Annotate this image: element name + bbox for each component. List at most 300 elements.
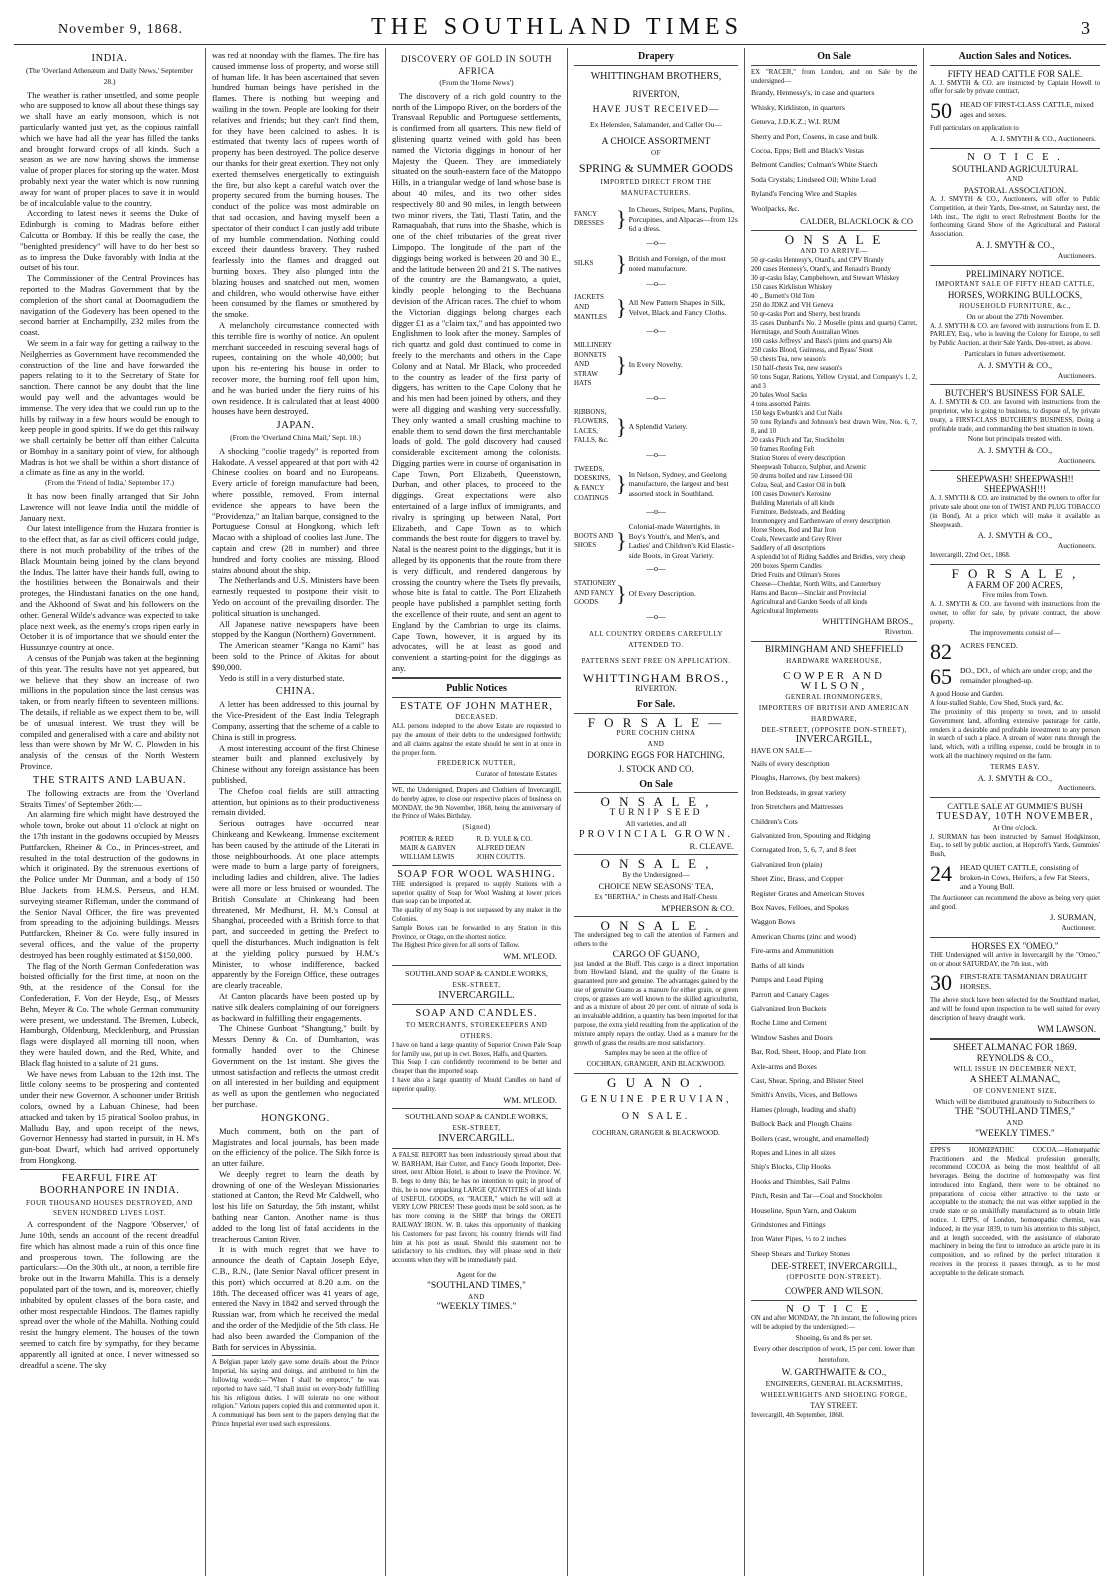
divider — [930, 937, 1100, 938]
ad-title: O N S A L E , — [600, 856, 712, 872]
ad-headline: INVERCARGILL, — [795, 734, 873, 746]
article-title: JAPAN. — [276, 420, 315, 432]
ad-signature: FREDERICK NUTTER, — [437, 759, 516, 768]
ad-signature: WHITTINGHAM BROS., — [822, 616, 913, 627]
ad-text: AND — [1006, 1119, 1024, 1128]
stock-list — [751, 256, 917, 616]
divider: —o— — [646, 611, 666, 621]
lot-number: 82 — [930, 639, 952, 665]
ad-text: OF — [651, 148, 661, 157]
drapery-item-label: RIBBONS, FLOWERS, LACES, FALLS, &c. — [574, 407, 609, 445]
column-5 — [745, 48, 924, 1576]
ad-text: The Auctioneer can recommend the above as being very quiet and good. — [930, 894, 1100, 911]
ad-text: The improvements consist of— — [969, 628, 1061, 637]
column-4 — [568, 48, 745, 1576]
ad-title: SHEET ALMANAC FOR 1869. — [953, 1042, 1077, 1053]
signer: R. D. YULE & CO. — [476, 834, 533, 843]
list-item: 20 casks Pitch and Tar, Stockholm — [751, 437, 845, 445]
signer: ALFRED DEAN — [476, 843, 525, 852]
drapery-item-label: TWEEDS, DOESKINS, & FANCY COATINGS — [574, 464, 611, 502]
list-item: Pitch, Resin and Tar—Coal and Stockholm — [751, 1191, 882, 1201]
lot-number: 30 — [930, 970, 952, 996]
ad-title: SHEEPWASH! SHEEPWASH!! SHEEPWASH!!! — [956, 473, 1074, 495]
ad-subtitle: HARDWARE WAREHOUSE, — [786, 656, 882, 665]
list-item: Window Sashes and Doors — [751, 1032, 833, 1042]
ad-text: TERMS EASY. — [990, 762, 1040, 771]
divider: —o— — [646, 507, 666, 517]
list-item: Ryland's Fencing Wire and Staples — [751, 189, 857, 199]
list-item: 200 cases Hennesy's, Otard's, and Renault's Brandy — [751, 266, 891, 274]
ad-text: Full particulars on application to — [930, 125, 1019, 133]
firm-name: W. GARTHWAITE & CO., — [781, 1368, 887, 1379]
ad-title: BIRMINGHAM AND SHEFFIELD — [764, 645, 904, 656]
brace-glyph: } — [616, 471, 627, 497]
list-item: Brandy, Hennessy's, in case and quarters — [751, 88, 875, 98]
ad-signature: M'PHERSON & CO. — [661, 902, 734, 913]
ad-text: just landed at the Bluff. This cargo is a direct importation from Howland Island, and the quality of the Guano is guaranteed pure and genuine. The advantages gained by the use of genuine Guano as a manure for either grain, or green crops, or grasses are well known to the skilled agriculturist, and as a mixture of about 20 per cent. of nitrate of soda is an invaluable addition, a quantity has been imported for that purpose, the extra yield resulting from the application of the mixture amply repays the outlay. Used as a manure for the growth of grass the results are most satisfactory. — [574, 960, 738, 1047]
brace-glyph: } — [616, 413, 627, 439]
article-source: (From the 'Home News') — [439, 78, 514, 87]
ad-signature-title: Curator of Intestate Estates — [475, 769, 557, 779]
ad-subtitle: AND TO ARRIVE— — [800, 246, 868, 255]
drapery-item — [574, 205, 738, 234]
drapery-item — [574, 408, 738, 446]
ad-signature-title: Auctioneer. — [1061, 923, 1096, 933]
divider: —o— — [646, 392, 666, 402]
ad-headline: HAVE JUST RECEIVED— — [592, 105, 720, 116]
divider — [930, 470, 1100, 471]
ad-headline: CARGO OF GUANO, — [612, 949, 700, 960]
ad-text: Five miles from Town. — [982, 591, 1048, 600]
article-source: (From the 'Overland China Mail,' Sept. 18.) — [230, 433, 361, 443]
list-item: Colza, Seal, and Castor Oil in bulk — [751, 482, 846, 490]
list-item: 35 cases Dunbard's No. 2 Moselle (pints and quarts) Carret, Hermitage, and South Australian Wines — [751, 320, 917, 337]
firm-name: COWPER AND WILSON. — [784, 1285, 884, 1296]
firm-name: WHITTINGHAM BROTHERS, — [590, 70, 722, 82]
article-source: (From the 'Friend of India,' September 17.) — [45, 478, 174, 488]
article-title: CHINA. — [275, 686, 316, 698]
ad-signature-title: Auctioneers. — [1057, 455, 1096, 465]
lot-number: 65 — [930, 664, 952, 690]
divider: —o— — [646, 278, 666, 288]
list-item: Boilers (cast, wrought, and enamelled) — [751, 1133, 869, 1143]
ad-title: PRELIMINARY NOTICE. — [965, 268, 1065, 279]
section-heading: On Sale — [751, 50, 917, 66]
list-item: Parrott and Canary Cages — [751, 989, 829, 999]
ad-text: Every other description of work, 15 per cent. lower than heretofore. — [753, 1344, 915, 1364]
ad-title: N O T I C E . — [786, 1303, 882, 1315]
ad-text: EX "RACER," from London, and on Sale by the undersigned— — [751, 68, 917, 85]
ad-text: WHEELWRIGHTS AND SHOEING FORGE, — [760, 1390, 908, 1399]
ad-signature-title: Auctioneers. — [1057, 783, 1096, 793]
section-heading: For Sale. — [574, 698, 738, 714]
drapery-item — [574, 250, 738, 276]
ad-text: I have also a large quantity of Mould Candles on hand of superior quality. — [392, 1076, 561, 1093]
article-paragraph: A correspondent of the Nagpore 'Observer,' of June 10th, sends an account of the recent dreadful fire which has almost made a ruin of this once fine and prosperous town. The following are the particulars:—On the 30th ult., at noon, a terrible fire broke out in the Itwarra Mahilla. This is a densely populated part of the town, and is, moreover, chiefly inhabited by opulent classes of the bora caste, and other most respectable Hindoos. The flames rapidly spread over the whole of the Mahilla. Nothing could resist the hungry element. The houses of the town seemed to catch fire by sympathy, for they became apparently all ignited at once. I never witnessed so dreadful a scene. The sky — [20, 1219, 199, 1370]
masthead-rule — [14, 44, 1106, 45]
list-item: Axle-arms and Boxes — [751, 1061, 817, 1071]
ad-signature: COCHRAN, GRANGER, AND BLACKWOOD. — [586, 1060, 726, 1069]
ad-signature-title: Auctioneers. — [1057, 250, 1096, 260]
divider — [751, 1300, 917, 1301]
article-paragraph: was red at noonday with the flames. The fire has caused immense loss of property, and worse still of human life. It has been ascertained that seven hundred human beings have perished in the flames. There is nothing but weeping and wailing in the town. People are looking for their relatives and friends; but they can't find them, for they have been calcined to ashes. It is estimated that twenty lacs of rupees worth of property has been destroyed. The police deserve our thanks for their great exertion. They not only exerted themselves energetically to extinguish the fire, but also kept a careful watch over the property secured from the burning houses. The conduct of the police was most admirable on that sad occasion, and having myself been a spectator of their conduct I can justly add tribute of my humble commendation. Nothing could exceed their dauntless bravery. They rushed fearlessly into the flames and dragged out burning boxes. They also plunged into the blazing houses and snatched out men, women and children, who would otherwise have either been consumed by the flames or smothered by the smoke. — [212, 50, 379, 320]
list-item: Children's Cots — [751, 816, 798, 826]
lot-text: ACRES FENCED. — [960, 641, 1018, 651]
ad-title: O N S A L E — [784, 231, 884, 247]
ad-signature-title: Auctioneers. — [1057, 370, 1096, 380]
ad-text: Which will be distributed gratuitously to Subscribers to — [935, 1097, 1095, 1106]
list-item: Ploughs, Harrows, (by best makers) — [751, 773, 860, 783]
list-item: 40 ,, Burnett's Old Tom — [751, 293, 815, 301]
ad-text: Ex "BERTHA," in Chests and Half-Chests — [594, 892, 718, 901]
article-paragraph: The Netherlands and U.S. Ministers have been earnestly requested to postpone their visit to Yedo on account of the prevailing disorder. The political situation is unchanged. — [212, 575, 379, 618]
section-heading: On Sale — [574, 778, 738, 794]
works-street: ESK-STREET, — [452, 980, 501, 989]
list-item: Ironmongery and Earthenware of every description — [751, 518, 891, 526]
divider — [574, 1073, 738, 1074]
brace-glyph: } — [616, 528, 627, 554]
divider — [930, 148, 1100, 149]
drapery-item-label: MILLINERY BONNETS AND STRAW HATS — [574, 340, 612, 388]
ad-text: A. J. SMYTH & CO. are favored with instructions from the owner, to offer for sale, by private contract, the above property. — [930, 601, 1100, 626]
signer: PORTER & REED — [400, 834, 454, 843]
article-paragraph: We deeply regret to learn the death by drowning of one of the Wesleyan Missionaries stationed at Canton, the Revd Mr Caldwell, who lost his life on Saturday, the 5th instant, whilst bathing near Canton. Another name is thus added to the long list of fatal accidents in the treacherous Canton River. — [212, 1168, 379, 1244]
list-item: Box Naves, Felloes, and Spokes — [751, 903, 849, 913]
article-paragraph: A melancholy circumstance connected with this terrible fire is worthy of notice. An opulent merchant succeeded in rescuing several bags of rupees, containing on the whole 40,000; but upon his re-entering his house in order to recover more, the burning roof fell upon him, and he was buried under the fiery ruins of his own residence. It is calculated that at least 4000 houses have been destroyed. — [212, 319, 379, 417]
ad-text: All varieties, and all — [625, 818, 687, 828]
ad-signature: A. J. SMYTH & CO., — [977, 445, 1053, 456]
article-paragraph: An alarming fire which might have destroyed the whole town, broke out about 11 o'clock at night on the 17th instant in the godowns occupied by Messrs Puttfarcken, Rheiner & Co., in Princes-street, and resulted in the total destruction of the godowns in which it originated. By the strenuous exertions of the Police under Mr Dunman, and a body of 150 Blue Jackets from H.M.S. Perseus, and H.M. surveying steamer Rifleman, under the command of the Senior Naval Officer, the fire was prevented from spreading to the adjoining buildings. Messrs Puttfarcken, Rheiner & Co. were fully insured in several offices, and the value of the property destroyed has been roughly estimated at $150,000. — [20, 809, 199, 960]
list-item: Ship's Blocks, Clip Hooks — [751, 1162, 831, 1172]
drapery-item — [574, 522, 738, 560]
masthead — [0, 0, 1114, 44]
list-item: Hames (plough, leading and shaft) — [751, 1104, 856, 1114]
divider — [751, 230, 917, 231]
list-item: Fire-arms and Ammunition — [751, 946, 834, 956]
lot-line — [930, 860, 1100, 892]
issue-date: November 9, 1868. — [58, 22, 184, 37]
ad-date: Invercargill, 22nd Oct., 1868. — [930, 552, 1011, 560]
section-heading: Drapery — [574, 50, 738, 66]
ad-title: ESTATE OF JOHN MATHER, — [400, 700, 553, 712]
article-paragraph: It is with much regret that we have to announce the death of Captain Joseph Edye, C.B., R.N., (late Senior Naval officer present in this port) which occurred at 8.20 a.m. on the 18th. The deceased officer was 41 years of age, entered the Navy in 1842 and served through the Russian war, from which he received the medal and the order of the Medjidie of the 5th class. He had also been awarded the Companion of the Bath for services in Abyssinia. — [212, 1244, 379, 1352]
ad-signature: J. STOCK AND CO. — [618, 763, 694, 774]
ad-signature: WM. M'LEOD. — [503, 1094, 557, 1105]
list-item: 200 boxes Sperm Candles — [751, 563, 822, 571]
ad-title: F O R S A L E — — [587, 714, 725, 730]
ad-title: O N S A L E . — [600, 918, 712, 934]
divider: —o— — [646, 564, 666, 574]
ad-title: FIFTY HEAD CATTLE FOR SALE. — [947, 68, 1083, 79]
ad-headline: CHOICE NEW SEASONS' TEA, — [598, 880, 714, 891]
ad-signature-town: Riverton. — [884, 627, 913, 637]
list-item: Nails of every description — [751, 759, 830, 768]
list-item: Cast, Shear, Spring, and Blister Steel — [751, 1075, 864, 1085]
list-item: Roche Lime and Cement — [751, 1018, 827, 1028]
ad-title: F O R S A L E , — [951, 565, 1079, 581]
agent-line: AND — [468, 1292, 485, 1301]
drapery-item-text: Colonial-made Watertights, in Boy's Youth's, and Men's, and Ladies' and Children's Kid Elastic-side Boots, in Great Variety. — [628, 522, 735, 560]
ad-subtitle: DECEASED. — [455, 713, 498, 722]
ad-headline: PROVINCIAL GROWN. — [579, 828, 733, 840]
list-item: 150 half-chests Tea, new season's — [751, 365, 843, 373]
drapery-item-label: STATIONERY AND FANCY GOODS — [574, 579, 616, 607]
article-paragraph: Serious outrages have occurred near Chinkeang and Kewkeang. Immense excitement has been caused by the attitude of the Literati in those neighbourhoods. At one place attempts were made to burn a large party of foreigners, including ladies and children, alive. The ladies were all more or less bruised or wounded. The British Consulate at Chinkeang had been threatened, Mr Medhurst, H. M.'s Consul at Shanghai, proceeded with a British force to that part, and succeeded in getting the Prefect to quell the disturbances. Much indignation is felt at the yielding policy pursued by H.M.'s Minister, to whose indifference, backed apparently by the Foreign Office, these outrages are clearly traceable. — [212, 818, 379, 991]
divider: —o— — [646, 450, 666, 460]
drapery-item-text: All New Pattern Shapes in Silk, Velvet, Black and Fancy Cloths. — [628, 298, 727, 317]
ad-text: MANUFACTURERS. — [620, 189, 692, 198]
list-item: A splendid lot of Riding Saddles and Bridles, very cheap — [751, 554, 906, 562]
ad-text: A. J. SMYTH & CO. are instructed by the owners to offer for private sale about one ton of TWIST AND PLUG TOBACCO (in Bond), At a price which will make it available as Sheepwash. — [930, 495, 1100, 529]
lot-line — [930, 100, 1100, 122]
ad-headline: GENUINE PERUVIAN, — [580, 1093, 732, 1105]
list-item: 50 qr-casks Port and Sherry, best brands — [751, 311, 861, 319]
ad-text: DEE-STREET, (OPPOSITE DON-STREET), — [761, 725, 907, 734]
ad-signature: WM. M'LEOD. — [503, 951, 557, 962]
column-6 — [924, 48, 1106, 1576]
ad-headline: TURNIP SEED — [609, 808, 703, 819]
ad-title: BUTCHER'S BUSINESS FOR SALE. — [944, 388, 1086, 399]
ad-text: HOUSEHOLD FURNITURE, &c., — [959, 301, 1071, 310]
works-name: SOUTHLAND SOAP & CANDLE WORKS, — [405, 968, 548, 978]
ad-signature: A. J. SMYTH & CO., — [977, 772, 1053, 783]
article-paragraph: According to latest news it seems the Duke of Edinburgh is coming to Madras before either Calcutta or Bombay. If this be really the case, the "benighted presidency" will have to do her best so as to impress the Duke favorably with India at the outset of his tour. — [20, 208, 199, 273]
list-item: 100 cases Downer's Kerosine — [751, 491, 831, 499]
section-heading: Public Notices — [392, 682, 561, 698]
ad-text: IMPORTED DIRECT FROM THE — [600, 178, 712, 187]
ad-text: The Highest Price given for all sorts of Tallow. — [392, 942, 520, 950]
column-1 — [14, 48, 206, 1576]
ad-headline: DORKING EGGS FOR HATCHING. — [587, 749, 725, 760]
article-title: FEARFUL FIRE AT BOORHANPORE IN INDIA. — [39, 1172, 180, 1196]
column-2 — [206, 48, 386, 1576]
list-item: 50 drums boiled and raw Linseed Oil — [751, 473, 853, 481]
ad-text: HAVE ON SALE— — [751, 746, 812, 756]
list-item: 50 tons Sugar, Rations, Yellow Crystal, and Company's 1, 2, and 3 — [751, 374, 917, 391]
lot-line — [930, 641, 1100, 663]
article-title: HONGKONG. — [261, 1112, 330, 1124]
list-item: Agricultural and Garden Seeds of all kinds — [751, 599, 868, 607]
article-title: INDIA. — [91, 53, 128, 64]
ad-date: Invercargill, 4th September, 1868. — [751, 1411, 844, 1419]
list-item: Galvanized Iron, Spouting and Ridging — [751, 831, 871, 841]
list-item: Bar, Rod, Sheet, Hoop, and Plate Iron — [751, 1047, 866, 1057]
list-item: Station Stores of every description — [751, 455, 846, 463]
brace-glyph: } — [616, 206, 627, 232]
ad-headline: THE "SOUTHLAND TIMES," — [955, 1107, 1075, 1118]
ad-subtitle: TO MERCHANTS, STOREKEEPERS AND OTHERS. — [405, 1021, 548, 1040]
list-item: Whisky, Kirkliston, in quarters — [751, 102, 845, 112]
signer: MAIR & GARVEN — [400, 843, 456, 852]
signers-list — [400, 835, 553, 862]
list-item: Sheet Zinc, Brass, and Copper — [751, 874, 844, 884]
ad-text: Samples may be seen at the office of — [604, 1049, 708, 1058]
firm-town: RIVERTON, — [632, 88, 680, 99]
list-item: Ropes and Lines in all sizes — [751, 1147, 836, 1157]
divider — [392, 865, 561, 866]
ad-text: I have on hand a large quantity of Superior Crown Pale Soap for family use, put up in cwt. Boxes, Halfs, and Quarters. — [392, 1041, 561, 1058]
ad-headline: A FARM OF 200 ACRES, — [967, 579, 1063, 590]
ad-address: (OPPOSITE DON-STREET). — [786, 1273, 882, 1282]
article-paragraph: All Japanese native newspapers have been stopped by the Kangun (Northern) Government. — [212, 618, 379, 640]
list-item: 150 cases Kirkliston Whiskey — [751, 284, 833, 292]
list-item: Sheepwash Tobacco, Sulphur, and Arsenic — [751, 464, 867, 472]
list-item: American Churns (zinc and wood) — [751, 931, 857, 941]
firm-town: RIVERTON. — [635, 683, 677, 693]
lot-line — [930, 666, 1100, 688]
article-paragraph: The Commissioner of the Central Provinces has reported to the Madras Government that by the completion of the short canal at Doomagudiem the navigation of the Godevery has been opened to the second barrier at Enchampilly, 232 miles from the coast. — [20, 273, 199, 338]
brace-glyph: } — [616, 351, 627, 377]
agent-line: Agent for the — [456, 1270, 497, 1280]
divider — [392, 1148, 561, 1149]
divider: —o— — [646, 237, 666, 247]
list-item: 30 qr-casks Islay, Campbeltown, and Stewart Whiskey — [751, 275, 900, 283]
divider — [392, 1108, 561, 1109]
page-mark: 3 — [1081, 18, 1090, 38]
list-item: Iron Stretchers and Mattresses — [751, 802, 844, 812]
ad-text: Shoeing, 6s and 8s per set. — [795, 1334, 873, 1342]
article-paragraph: A most interesting account of the first Chinese steamer built and planned exclusively by Chinese without any foreign assistance has been published. — [212, 742, 379, 785]
ad-text: ENGINEERS, GENERAL BLACKSMITHS, — [765, 1379, 903, 1389]
list-item: 50 tons Ryland's and Johnson's best drawn Wire, Nos. 6, 7, 8, and 10 — [751, 419, 917, 436]
signer: JOHN COUTTS. — [476, 852, 526, 861]
lot-line — [930, 972, 1100, 994]
article-paragraph: The Chinese Gunboat "Shangtung," built by Messrs Denny & Co. of Dumbarton, was formally handed over to the Chinese Government on the 1st instant. She gives the utmost satisfaction and reflects the utmost credit on all interested in her building and equipment as well as upon the gentlemen who negociated her purchase. — [212, 1023, 379, 1109]
divider — [930, 797, 1100, 798]
drapery-item-label: FANCY DRESSES — [574, 209, 604, 228]
brace-glyph: } — [616, 250, 627, 276]
ad-text: The quality of my Soap is not surpassed by any maker in the Colonies. — [392, 907, 561, 923]
drapery-item-text: Of Every Description. — [628, 588, 696, 598]
firm-name: COWPER AND WILSON, — [783, 669, 885, 693]
ad-text: Particulars in future advertisement. — [964, 349, 1066, 358]
list-item: Woolpacks, &c. — [751, 203, 800, 213]
list-item: Pumps and Lead Piping — [751, 975, 824, 985]
ad-headline: SPRING & SUMMER GOODS — [578, 160, 734, 175]
ad-text: THE Undersigned will arrive in Invercargill by the "Omeo," on or about SATURDAY, the 7th inst., with — [930, 951, 1100, 968]
newspaper-title: THE SOUTHLAND TIMES — [371, 14, 743, 40]
ad-text: A. J. SMYTH & CO., Auctioneers, will offer to Public Competition, at their Yards, Dee-street, on Saturday next, the 14th inst., The right to erect Refreshment Booths for the forthcoming Grand Show of the Agricultural and Pastoral Association. — [930, 195, 1100, 239]
article-paragraph: Much comment, both on the part of Magistrates and local journals, has been made on the efficiency of the police. The Sikh force is an utter failure. — [212, 1125, 379, 1169]
divider — [574, 916, 738, 917]
section-heading: Auction Sales and Notices. — [930, 50, 1100, 66]
hardware-list — [751, 757, 917, 1261]
drapery-item-label: JACKETS AND MANTLES — [574, 293, 608, 321]
ad-text: IMPORTERS OF BRITISH AND AMERICAN — [758, 704, 910, 713]
article-title: DISCOVERY OF GOLD IN SOUTH AFRICA — [400, 54, 553, 76]
article-paragraph: A Belgian paper lately gave some details about the Prince Imperial, his saying and doings, and attributed to him the following words:—"When I shall be emperor," he was reported to have said, "I shall insist on every-body fulfilling his his religious duties. I will tolerate no one without religion." Various papers copied this and commented upon it. A communiqué has been sent to the papers denying that the Prince Imperial ever used such expressions. — [212, 1359, 379, 1429]
ad-text: This Soap I can confidently recommend to be better and cheaper than the imported soap. — [392, 1059, 561, 1076]
ad-text: WILL ISSUE IN DECEMBER NEXT, — [953, 1065, 1077, 1074]
list-item: Grindstones and Fittings — [751, 1220, 826, 1229]
drapery-item-text: British and Foreign, of the most noted manufacture. — [628, 253, 726, 273]
ad-text: The undersigned beg to call the attention of Farmers and others to the — [574, 932, 738, 948]
ad-text: PATTERNS SENT FREE ON APPLICATION. — [581, 657, 731, 666]
brace-glyph: } — [616, 294, 627, 320]
ad-text: A four-stalled Stable, Cow Shed, Stock yard, &c. — [930, 700, 1064, 708]
ad-signature: A. J. SMYTH & CO., Auctioneers. — [990, 133, 1096, 143]
ad-text: OF CONVENIENT SIZE, — [973, 1086, 1057, 1095]
divider: —o— — [646, 326, 666, 336]
list-item: Sherry and Port, Cosens, in case and bulk — [751, 131, 878, 141]
ad-text: AND — [647, 740, 665, 749]
lot-number: 50 — [930, 98, 952, 124]
drapery-item — [574, 579, 738, 608]
ad-text: At One o'clock. — [992, 823, 1038, 832]
ad-headline: SOUTHLAND AGRICULTURAL — [952, 163, 1078, 174]
article-paragraph: A letter has been addressed to this journal by the Vice-President of the East India Telegraph Company, asserting that the scheme of a cable to China is still in progress. — [212, 699, 379, 742]
article-paragraph: We have news from Labuan to the 12th inst. The little colony seems to be prospering and contented under their new Governor. A schooner under British colors, owned by a Labuan Chinese, had been attacked and taken by 15 piratical Sooloo prahus, in Malludu Bay, and upon receipt of the news, Governor Hennessy had started in pursuit, in H. M's gun-boat Dwarf, which had arrived opportunely from Hongkong. — [20, 1068, 199, 1165]
article-paragraph: The weather is rather unsettled, and some people who are supposed to know all about these things say we shall have an early monsoon, which is not particularly wanted just yet, as the copious rainfall which we have had all the year has filled the tanks and brought forward crops of all kinds. Such a season as we are now having shows the immense value of proper places for storing up the water. Most probably next year the water which is now running away for want of proper places to save it in would be of incalculable value to the country. — [20, 89, 199, 208]
drapery-item — [574, 465, 738, 503]
firm-name: REYNOLDS & CO., — [976, 1053, 1054, 1064]
lot-number: 24 — [930, 860, 952, 886]
list-item: Iron Bedsteads, in great variety — [751, 787, 847, 797]
list-item: Soda Crystals; Lindseed Oil; White Lead — [751, 174, 876, 184]
list-item: Galvanized Iron Buckets — [751, 1003, 827, 1013]
list-item: Saddlery of all descriptions — [751, 545, 826, 553]
divider — [930, 265, 1100, 266]
ad-subtitle: IMPORTANT SALE OF FIFTY HEAD CATTLE, — [935, 280, 1095, 289]
ad-signature: J. SURMAN, — [1049, 912, 1096, 923]
list-item: 50 chests Tea, new season's — [751, 356, 826, 364]
list-item: Coals, Newcastle and Grey River — [751, 536, 842, 544]
list-item: Furniture, Bedsteads, and Bedding — [751, 509, 846, 517]
list-item: Waggon Bows — [751, 917, 796, 927]
list-item: Baths of all kinds — [751, 960, 805, 970]
signer: WILLIAM LEWIS — [400, 852, 455, 861]
ad-signature: A. J. SMYTH & CO., — [975, 239, 1055, 250]
list-item: Horse Shoes, Rod and Bar Iron — [751, 527, 836, 535]
divider — [930, 1143, 1100, 1144]
lot-text: HEAD OF FIRST-CLASS CATTLE, mixed ages and sexes. — [960, 100, 1094, 119]
works-town: INVERCARGILL. — [438, 989, 515, 1001]
lot-text: FIRST-RATE TASMANIAN DRAUGHT HORSES. — [960, 972, 1088, 991]
drapery-item — [574, 341, 738, 389]
drapery-item-text: In Nelson, Sydney, and Geelong manufacture, the largest and best assorted stock in Southland. — [628, 469, 729, 498]
ad-title: O N S A L E , — [600, 794, 712, 810]
ad-text: A. J. SMYTH & CO. are favored with instructions from E. D. PARLEY, Esq., who is leaving the Colony for Europe, to sell by Public Auction, at their Sale Yards, Dee-street, as above. — [930, 322, 1100, 348]
firm-name: WHITTINGHAM BROS., — [582, 671, 730, 686]
ad-text: None but principals treated with. — [967, 435, 1063, 444]
ad-title: CATTLE SALE AT GUMMIE'S BUSH — [947, 801, 1083, 812]
ad-text: Ex Helenslee, Salamander, and Caller Ou— — [590, 120, 722, 130]
ad-headline: PASTORAL ASSOCIATION. — [963, 185, 1067, 196]
ad-title: SOAP FOR WOOL WASHING. — [397, 868, 556, 880]
ad-title: SOAP AND CANDLES. — [415, 1008, 538, 1020]
list-item: 20 bales Wool Sacks — [751, 392, 808, 400]
ad-headline: ON SALE. — [621, 1110, 691, 1122]
list-item: Hooks and Thimbles, Sail Palms — [751, 1176, 851, 1186]
ad-signature: CALDER, BLACKLOCK & CO — [800, 216, 913, 227]
agent-line: "SOUTHLAND TIMES," — [427, 1280, 526, 1291]
ad-address: DEE-STREET, INVERCARGILL, — [770, 1261, 898, 1272]
article-paragraph: A shocking "coolie tragedy" is reported from Hakodate. A vessel appeared at that port with 42 Chinese coolies on board and no Europeans. Every article of foreign manufacture had been, where possible, removed. From internal evidence she appears to have been the "Providenza," an Italian barque, consigned to the Portuguese Consul at Hongkong, which left Macao with a shipload of coolies last June. The captain and crew (28 in number) and three hundred and forty coolies are missing. Blood stains abound about the ship. — [212, 445, 379, 575]
ad-text: A good House and Garden. — [930, 691, 1004, 699]
divider — [392, 783, 561, 784]
ad-text: J. SURMAN has been instructed by Samuel Hodgkinson, Esq., to sell by public auction, at Hopcroft's Yards, Gummies' Bush, — [930, 833, 1100, 859]
lot-text: HEAD QUIET CATTLE, consisting of broken-in Cows, Heifers, a few Fat Steers, and a Young Bull. — [960, 862, 1090, 892]
list-item: 50 qr-casks Hennesy's, Otard's, and CPV Brandy — [751, 257, 884, 265]
ad-headline: TUESDAY, 10TH NOVEMBER, — [936, 811, 1094, 822]
list-item: Cheese—Cheddar, North Wilts, and Canterbury — [751, 581, 881, 589]
ad-headline: HORSES, WORKING BULLOCKS, — [947, 290, 1083, 301]
list-item: Galvanized Iron (plain) — [751, 859, 823, 869]
divider — [930, 1038, 1100, 1040]
divider — [212, 1355, 379, 1356]
ad-text: ALL COUNTRY ORDERS CAREFULLY ATTENDED TO. — [589, 629, 723, 649]
ad-text: Sample Boxes can be forwarded to any Station in this Province, or Otago, on the shortest notice. — [392, 924, 561, 941]
